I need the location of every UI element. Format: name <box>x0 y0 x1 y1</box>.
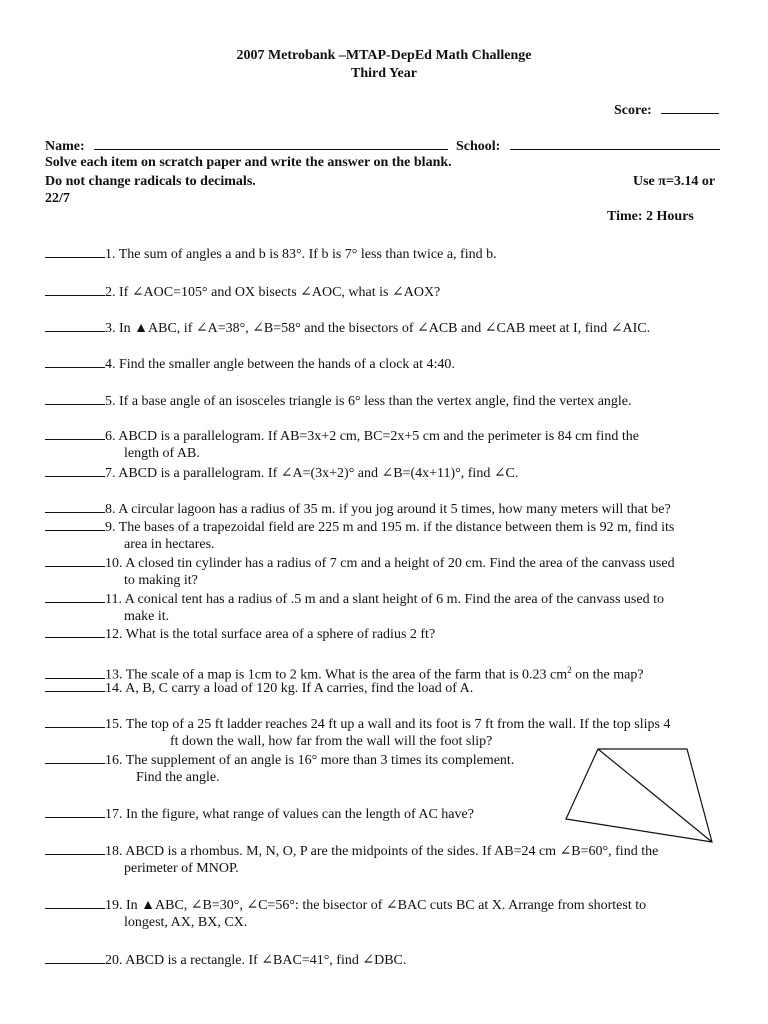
quadrilateral-outline <box>566 749 712 842</box>
question-number: 20. <box>105 953 123 968</box>
question-number: 9. <box>105 520 116 535</box>
question-text: A conical tent has a radius of .5 m and a slant height of 6 m. Find the area of the canvass used to <box>121 592 664 607</box>
answer-blank[interactable] <box>45 716 105 728</box>
question-number: 3. <box>105 321 116 336</box>
question-number: 1. <box>105 247 116 262</box>
question-5 <box>45 393 632 410</box>
question-number: 8. <box>105 502 116 517</box>
question-15-continued: ft down the wall, how far from the wall will the foot slip? <box>170 734 493 749</box>
question-9-continued: area in hectares. <box>124 537 215 552</box>
question-17 <box>45 806 474 823</box>
instruction-line-1: Solve each item on scratch paper and write the answer on the blank. <box>45 155 452 170</box>
answer-blank[interactable] <box>45 246 105 258</box>
answer-blank[interactable] <box>45 465 105 477</box>
name-blank[interactable] <box>94 137 448 150</box>
question-text: ABCD is a parallelogram. If ∠A=(3x+2)° and ∠B=(4x+11)°, find ∠C. <box>115 466 519 481</box>
question-number: 11. <box>105 592 122 607</box>
answer-blank[interactable] <box>45 897 105 909</box>
question-6-continued: length of AB. <box>124 446 200 461</box>
question-4 <box>45 356 455 373</box>
question-number: 13. <box>105 667 123 683</box>
answer-blank[interactable] <box>45 320 105 332</box>
name-label: Name: <box>45 139 85 154</box>
diagonal-line <box>598 749 712 842</box>
quadrilateral-figure <box>560 744 716 844</box>
question-number: 2. <box>105 285 116 300</box>
question-number: 17. <box>105 807 123 822</box>
answer-blank[interactable] <box>45 501 105 513</box>
time-limit: Time: 2 Hours <box>607 209 694 224</box>
question-number: 4. <box>105 357 116 372</box>
question-text: ABCD is a rhombus. M, N, O, P are the midpoints of the sides. If AB=24 cm ∠B=60°, find the <box>122 844 659 859</box>
question-19 <box>45 897 646 914</box>
question-text: ABCD is a parallelogram. If AB=3x+2 cm, BC=2x+5 cm and the perimeter is 84 cm find the <box>115 429 639 444</box>
name-field[interactable] <box>45 137 448 155</box>
question-19-continued: longest, AX, BX, CX. <box>124 915 248 930</box>
question-number: 18. <box>105 844 123 859</box>
question-text: In the figure, what range of values can the length of AC have? <box>122 807 474 822</box>
pi-note-continued: 22/7 <box>45 191 70 206</box>
answer-blank[interactable] <box>45 591 105 603</box>
score-blank[interactable] <box>661 101 719 114</box>
question-11-continued: make it. <box>124 609 170 624</box>
question-8 <box>45 501 671 518</box>
question-text: The top of a 25 ft ladder reaches 24 ft up a wall and its foot is 7 ft from the wall. If the top slips 4 <box>122 717 671 732</box>
document-title: 2007 Metrobank –MTAP-DepEd Math Challenge <box>236 48 532 63</box>
question-number: 19. <box>105 898 123 913</box>
question-text: Find the smaller angle between the hands of a clock at 4:40. <box>115 357 455 372</box>
question-11 <box>45 591 664 608</box>
question-text: In ▲ABC, if ∠A=38°, ∠B=58° and the bisectors of ∠ACB and ∠CAB meet at I, find ∠AIC. <box>115 321 651 336</box>
question-text: The scale of a map is 1cm to 2 km. What is the area of the farm that is 0.23 cm <box>122 667 568 683</box>
question-6 <box>45 428 639 445</box>
answer-blank[interactable] <box>45 284 105 296</box>
answer-blank[interactable] <box>45 680 105 692</box>
question-number: 7. <box>105 466 116 481</box>
instruction-line-2: Do not change radicals to decimals. <box>45 174 256 189</box>
question-text: The bases of a trapezoidal field are 225 m and 195 m. if the distance between them is 92 m, find its <box>115 520 675 535</box>
question-text: A, B, C carry a load of 120 kg. If A carries, find the load of A. <box>122 681 474 696</box>
question-number: 5. <box>105 394 116 409</box>
question-number: 14. <box>105 681 123 696</box>
answer-blank[interactable] <box>45 806 105 818</box>
score-label: Score: <box>614 103 652 118</box>
answer-blank[interactable] <box>45 952 105 964</box>
question-12 <box>45 626 435 643</box>
question-text: The sum of angles a and b is 83°. If b is 7° less than twice a, find b. <box>115 247 497 262</box>
question-16-continued: Find the angle. <box>136 770 220 785</box>
answer-blank[interactable] <box>45 667 105 679</box>
question-7 <box>45 465 518 482</box>
pi-note: Use π=3.14 or <box>633 174 716 189</box>
question-text: What is the total surface area of a sphere of radius 2 ft? <box>122 627 436 642</box>
question-text-after: on the map? <box>571 667 644 683</box>
question-18-continued: perimeter of MNOP. <box>124 861 239 876</box>
question-text: A closed tin cylinder has a radius of 7 cm and a height of 20 cm. Find the area of the canvass used <box>122 556 675 571</box>
question-number: 10. <box>105 556 123 571</box>
question-2 <box>45 284 440 301</box>
document-subtitle: Third Year <box>351 66 417 81</box>
question-number: 16. <box>105 753 123 768</box>
school-blank[interactable] <box>510 137 720 150</box>
question-number: 15. <box>105 717 123 732</box>
question-text: ABCD is a rectangle. If ∠BAC=41°, find ∠DBC. <box>122 953 407 968</box>
answer-blank[interactable] <box>45 843 105 855</box>
question-14 <box>45 680 473 697</box>
answer-blank[interactable] <box>45 393 105 405</box>
score-field[interactable] <box>614 101 719 119</box>
school-label: School: <box>456 139 501 154</box>
school-field[interactable] <box>456 137 720 155</box>
question-9 <box>45 519 674 536</box>
question-3 <box>45 320 650 337</box>
question-text: A circular lagoon has a radius of 35 m. if you jog around it 5 times, how many meters will that be? <box>115 502 671 517</box>
answer-blank[interactable] <box>45 752 105 764</box>
superscript: 2 <box>567 665 572 675</box>
answer-blank[interactable] <box>45 555 105 567</box>
question-text: If ∠AOC=105° and OX bisects ∠AOC, what is ∠AOX? <box>115 285 441 300</box>
answer-blank[interactable] <box>45 626 105 638</box>
question-10-continued: to making it? <box>124 573 198 588</box>
answer-blank[interactable] <box>45 356 105 368</box>
question-10 <box>45 555 675 572</box>
question-16 <box>45 752 514 769</box>
answer-blank[interactable] <box>45 519 105 531</box>
question-20 <box>45 952 406 969</box>
question-text: In ▲ABC, ∠B=30°, ∠C=56°: the bisector of ∠BAC cuts BC at X. Arrange from shortest to <box>122 898 647 913</box>
question-15 <box>45 716 670 733</box>
question-number: 12. <box>105 627 123 642</box>
answer-blank[interactable] <box>45 428 105 440</box>
question-text: The supplement of an angle is 16° more than 3 times its complement. <box>122 753 515 768</box>
question-1 <box>45 246 497 263</box>
question-number: 6. <box>105 429 116 444</box>
question-text: If a base angle of an isosceles triangle is 6° less than the vertex angle, find the vertex angle. <box>115 394 632 409</box>
question-18 <box>45 843 658 860</box>
